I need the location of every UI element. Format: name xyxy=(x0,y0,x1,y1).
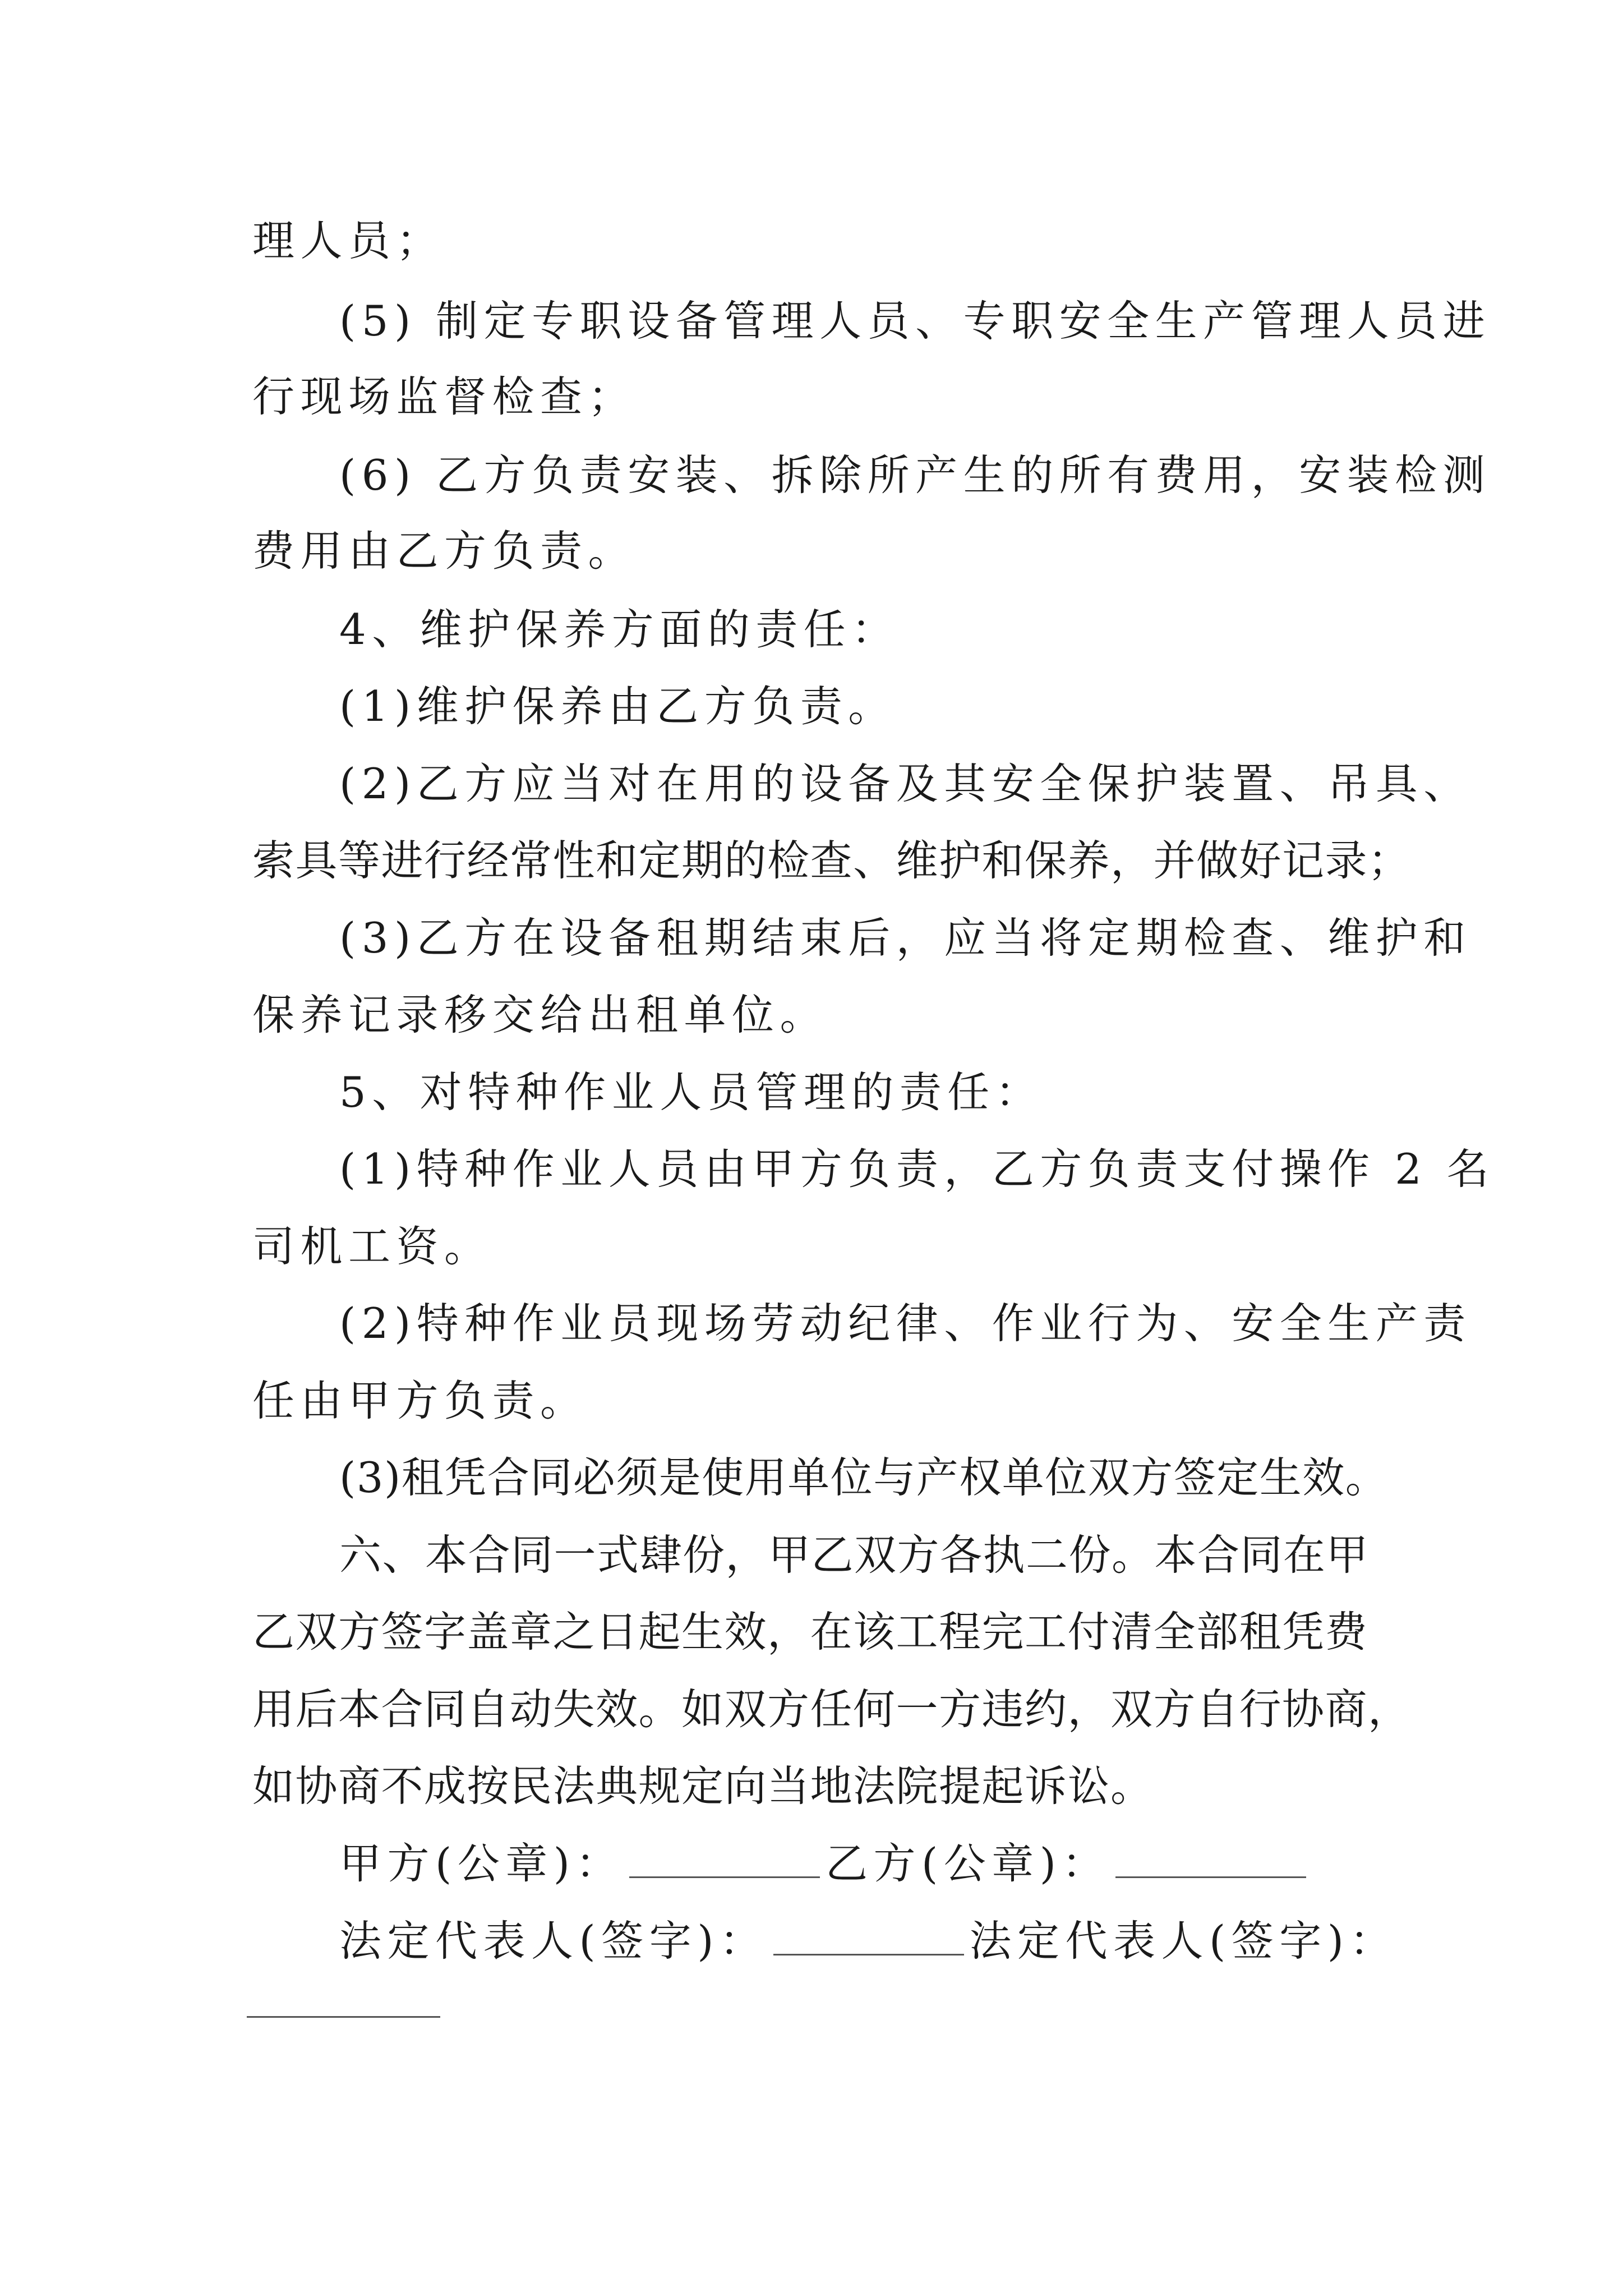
paragraph-line: 索具等进行经常性和定期的检查、维护和保养，并做好记录； xyxy=(252,836,1411,885)
paragraph-line: 如协商不成按民法典规定向当地法院提起诉讼。 xyxy=(252,1761,1154,1811)
paragraph-line: (3)租凭合同必须是使用单位与产权单位双方签定生效。 xyxy=(339,1453,1389,1502)
paragraph-line: 任由甲方负责。 xyxy=(252,1376,588,1425)
paragraph-line: 六、本合同一式肆份，甲乙双方各执二份。本合同在甲 xyxy=(339,1530,1370,1580)
signature-row-seal xyxy=(339,1839,1312,1888)
paragraph-line: 用后本合同自动失效。如双方任何一方违约，双方自行协商， xyxy=(252,1685,1411,1734)
paragraph-line: (5) 制定专职设备管理人员、专职安全生产管理人员进 xyxy=(339,296,1491,346)
paragraph-line: 理人员； xyxy=(252,216,445,265)
signature-row-representative xyxy=(339,1916,1398,1966)
paragraph-line: (2)乙方应当对在用的设备及其安全保护装置、吊具、 xyxy=(339,759,1472,808)
paragraph-line: (6) 乙方负责安装、拆除所产生的所有费用，安装检测 xyxy=(339,450,1491,500)
paragraph-line: 乙双方签字盖章之日起生效，在该工程完工付清全部租凭费 xyxy=(252,1607,1368,1657)
rep-a-label: 法定代表人(签字)： xyxy=(339,1916,768,1966)
party-a-seal-label: 甲方(公章)： xyxy=(339,1839,624,1888)
party-b-seal-label: 乙方(公章)： xyxy=(826,1839,1110,1888)
paragraph-line: 保养记录移交给出租单位。 xyxy=(252,990,828,1039)
party-b-seal-blank xyxy=(1115,1846,1306,1878)
paragraph-line: 费用由乙方负责。 xyxy=(252,526,637,576)
paragraph-line: 司机工资。 xyxy=(252,1222,492,1271)
paragraph-line: 5、对特种作业人员管理的责任： xyxy=(339,1068,1044,1117)
paragraph-line: 4、维护保养方面的责任： xyxy=(339,605,900,654)
paragraph-line: (1)特种作业人员由甲方负责，乙方负责支付操作 2 名 xyxy=(339,1144,1495,1194)
rep-b-label: 法定代表人(签字)： xyxy=(969,1916,1398,1966)
rep-a-blank xyxy=(773,1923,964,1955)
paragraph-line: (2)特种作业员现场劳动纪律、作业行为、安全生产责 xyxy=(339,1299,1472,1348)
paragraph-line: (3)乙方在设备租期结束后，应当将定期检查、维护和 xyxy=(339,913,1472,963)
paragraph-line: (1)维护保养由乙方负责。 xyxy=(339,682,896,731)
party-a-seal-blank xyxy=(629,1846,820,1878)
rep-b-blank xyxy=(247,2016,440,2018)
paragraph-line: 行现场监督检查； xyxy=(252,372,637,421)
